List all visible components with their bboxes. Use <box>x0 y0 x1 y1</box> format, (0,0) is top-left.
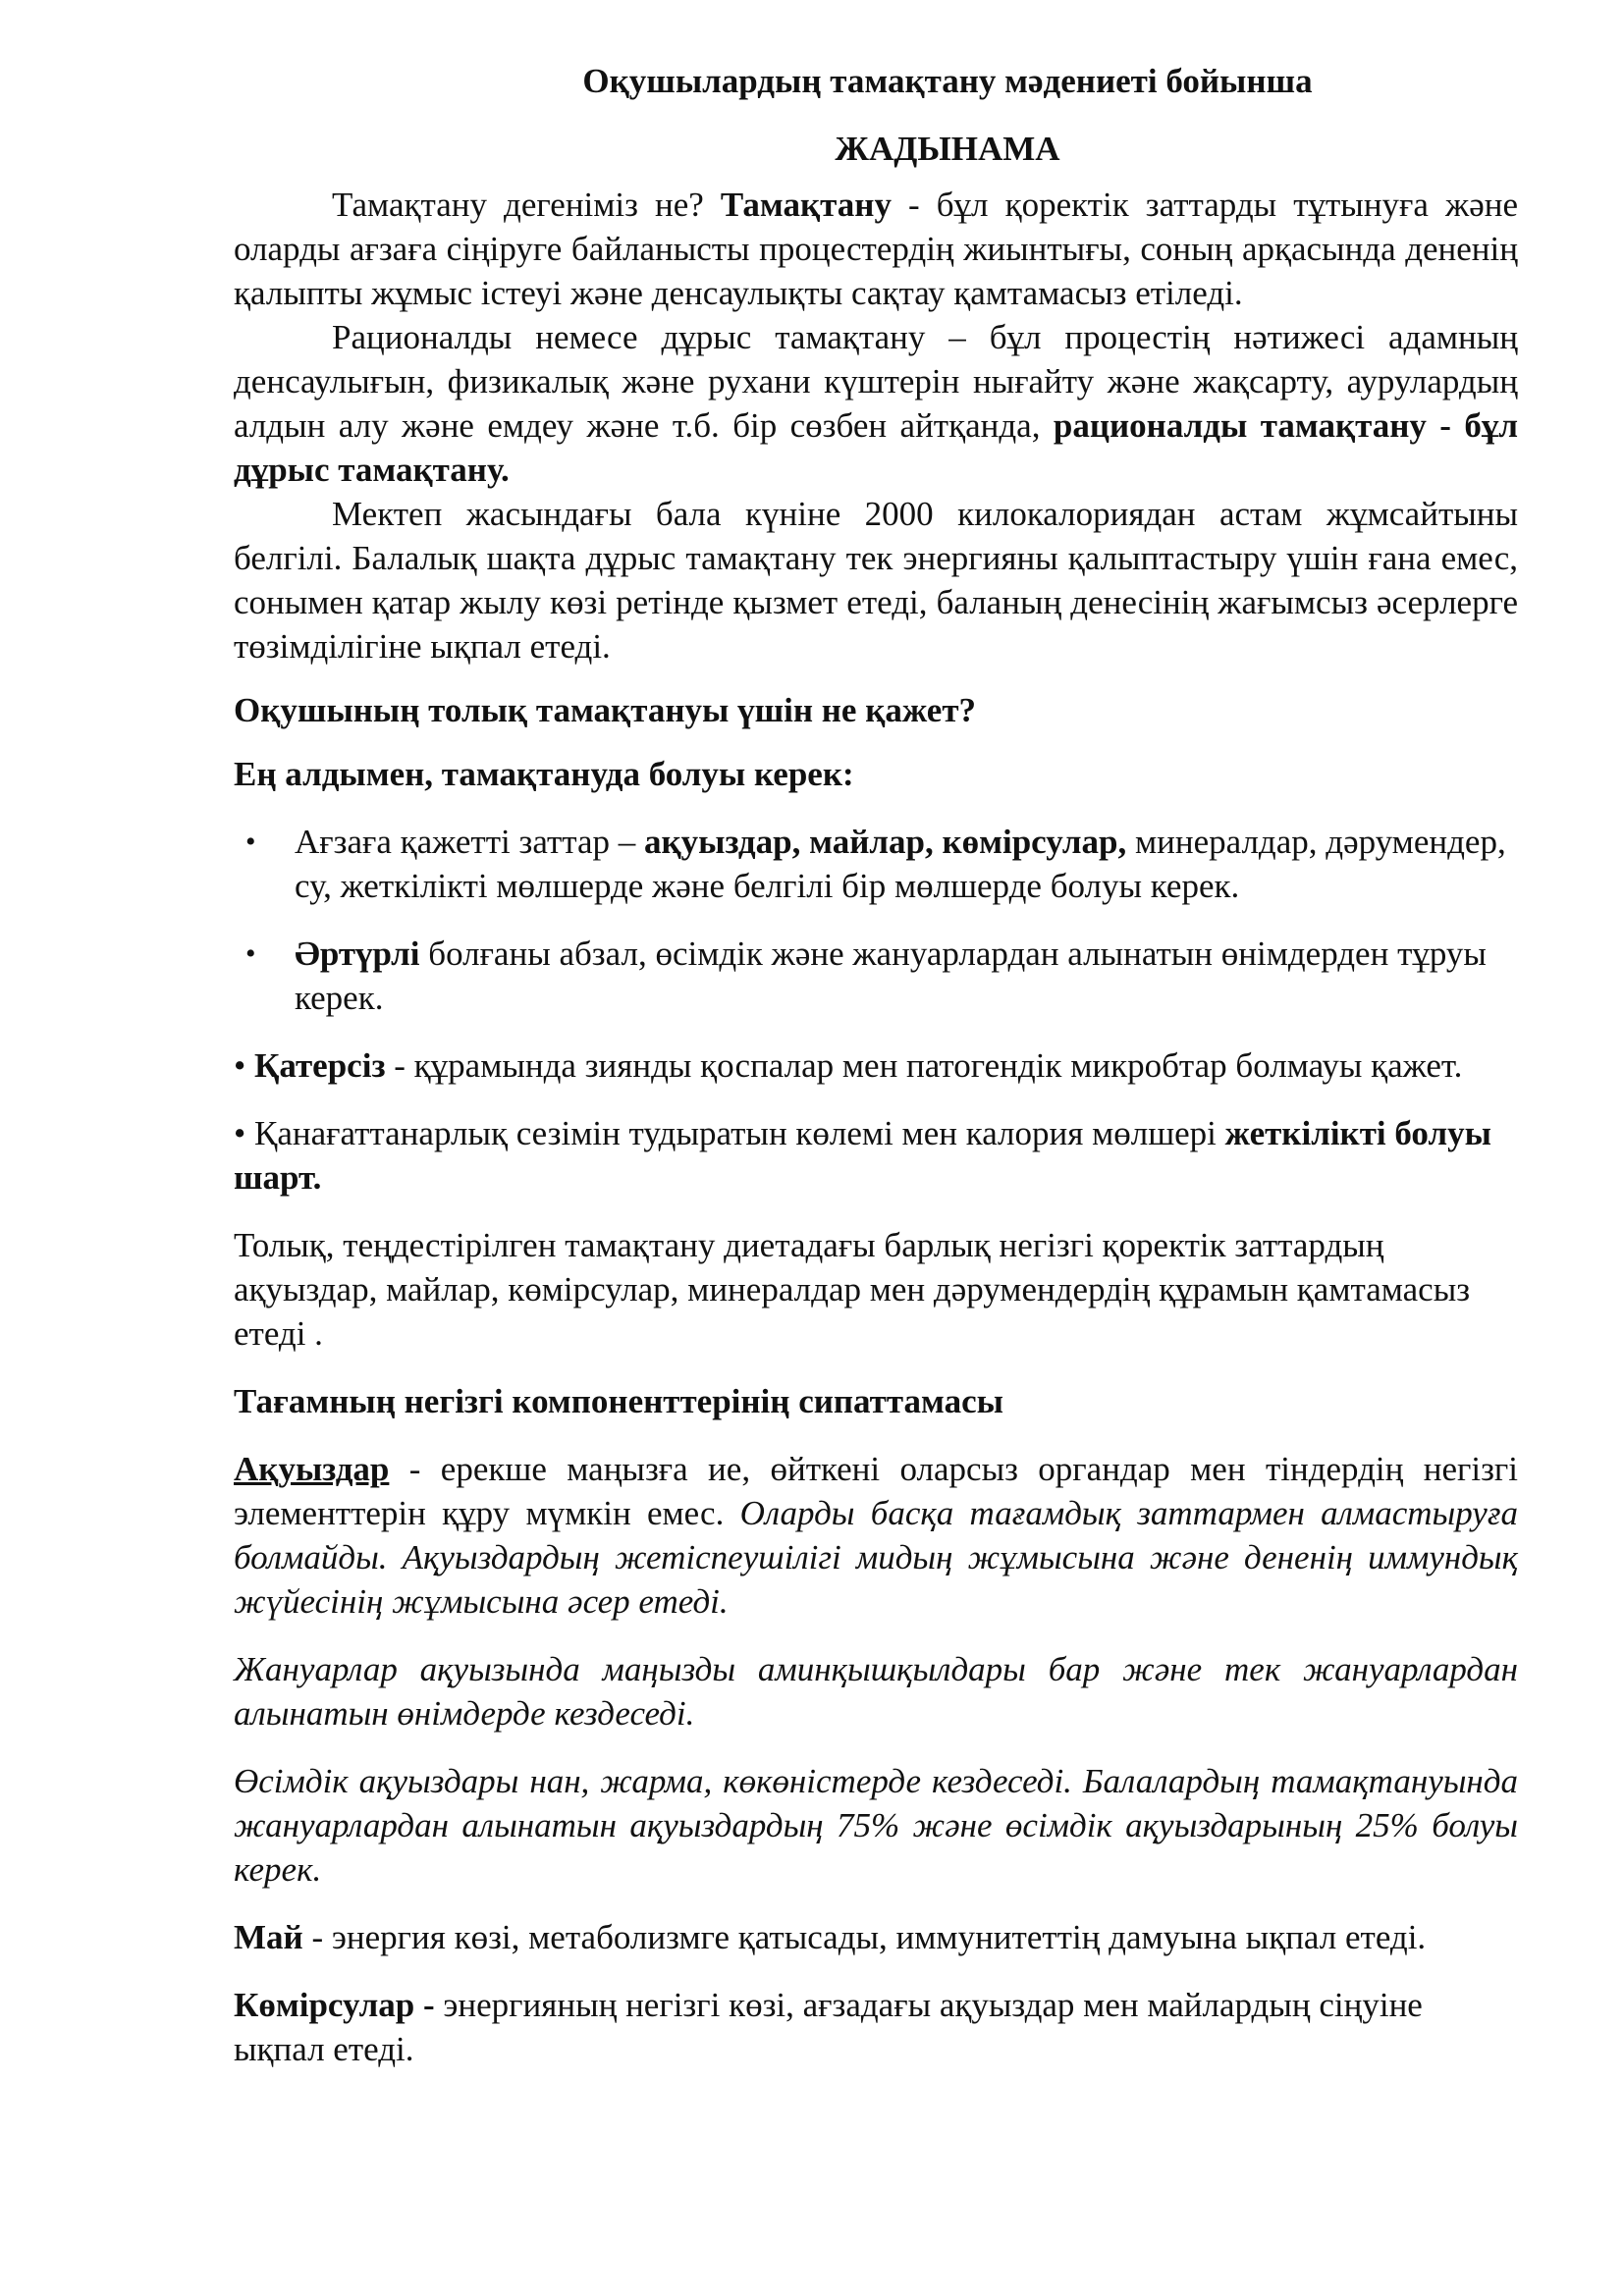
bullet-2-bold: Әртүрлі <box>295 934 420 973</box>
satisfaction-paragraph <box>234 1111 1518 1200</box>
carbs-term: Көмірсулар - <box>234 1986 435 2024</box>
proteins-paragraph <box>234 1447 1518 1624</box>
satisfaction-text: • Қанағаттанарлық сезімін тудыратын көлемі мен калория мөлшері <box>234 1114 1225 1152</box>
bullet-icon: • <box>245 937 256 970</box>
intro-paragraph-2 <box>234 315 1518 492</box>
intro-p1-definition: - бұл қоректік заттарды тұтынуға және оларды ағзаға сіңіруге байланысты процестердің жиынтығы, соның арқасында дененің қалыпты жұмыс істеуі және денсаулықты сақтау қамтамасыз етіледі. <box>234 186 1518 312</box>
intro-p2-text: Рационалды немесе дұрыс тамақтану – бұл процестің нәтижесі адамның денсаулығын, физикалық және рухани күштерін нығайту және жақсарту, аурулардың алдын алу және емдеу және т.б. бір сөзбен айтқанда, <box>234 318 1518 445</box>
bullet-1-text-a: Ағзаға қажетті заттар – <box>295 823 644 861</box>
proteins-italic: Оларды басқа тағамдық заттармен алмастыруға болмайды. Ақуыздардың жетіспеушілігі мидың жұмысына және дененің иммундық жүйесінің жұмысына әсер етеді. <box>234 1494 1518 1621</box>
list-item <box>234 820 1518 908</box>
bullet-icon: • <box>245 826 256 858</box>
carbs-paragraph <box>234 1983 1518 2071</box>
first-requirement-heading: Ең алдымен, тамақтануда болуы керек: <box>234 755 854 793</box>
requirements-list <box>234 820 1518 1020</box>
intro-p2-bold: рационалды тамақтану - бұл дұрыс тамақтану. <box>234 406 1519 489</box>
fat-text: - энергия көзі, метаболизмге қатысады, иммунитеттің дамуына ықпал етеді. <box>302 1918 1427 1956</box>
animal-protein-paragraph: Жануарлар ақуызында маңызды аминқышқылдары бар және тек жануарлардан алынатын өнімдерде кездеседі. <box>234 1650 1518 1733</box>
carbs-text: энергияның негізгі көзі, ағзадағы ақуыздар мен майлардың сіңуіне ықпал етеді. <box>234 1986 1423 2068</box>
safety-bullet: • <box>234 1046 255 1085</box>
balanced-diet-paragraph: Толық, теңдестірілген тамақтану диетадағы барлық негізгі қоректік заттардың ақуыздар, майлар, көмірсулар, минералдар мен дәрумендердің құрамын қамтамасыз етеді . <box>234 1226 1471 1353</box>
intro-paragraph-3: Мектеп жасындағы бала күніне 2000 килокалориядан астам жұмсайтыны белгілі. Балалық шақта дұрыс тамақтану тек энергияны қалыптастыру үшін ғана емес, сонымен қатар жылу көзі ретінде қызмет етеді, баланың денесінің жағымсыз әсерлерге төзімділігіне ықпал етеді. <box>234 495 1518 666</box>
intro-p1-question: Тамақтану дегеніміз не? <box>332 186 721 224</box>
satisfaction-bold: жеткілікті болуы шарт. <box>234 1114 1491 1197</box>
fat-paragraph <box>234 1915 1518 1959</box>
bullet-2-text: болғаны абзал, өсімдік және жануарлардан алынатын өнімдерден тұруы керек. <box>295 934 1487 1017</box>
intro-paragraph-1 <box>234 183 1518 315</box>
question-heading: Оқушының толық тамақтануы үшін не қажет? <box>234 691 977 729</box>
safety-term: Қатерсіз <box>254 1046 386 1085</box>
document-subtitle: ЖАДЫНАМА <box>835 130 1060 168</box>
bullet-1-bold: ақуыздар, майлар, көмірсулар, <box>644 823 1127 861</box>
plant-protein-paragraph: Өсімдік ақуыздары нан, жарма, көкөністерде кездеседі. Балалардың тамақтануында жануарлардан алынатын ақуыздардың 75% және өсімдік ақуыздарының 25% болуы керек. <box>234 1762 1518 1889</box>
document-page <box>234 59 1518 2071</box>
fat-term: Май <box>234 1918 303 1956</box>
proteins-term: Ақуыздар <box>234 1450 390 1488</box>
components-heading: Тағамның негізгі компоненттерінің сипаттамасы <box>234 1382 1003 1420</box>
intro-p1-term: Тамақтану <box>720 186 892 224</box>
bullet-1-text-c: минералдар, дәрумендер, су, жеткілікті мөлшерде және белгілі бір мөлшерде болуы керек. <box>295 823 1506 905</box>
safety-text: - құрамында зиянды қоспалар мен патогендік микробтар болмауы қажет. <box>385 1046 1463 1085</box>
safety-paragraph <box>234 1043 1518 1088</box>
document-title: Оқушылардың тамақтану мәдениеті бойынша <box>582 62 1313 100</box>
list-item <box>234 932 1518 1020</box>
proteins-text: - ерекше маңызға ие, өйткені оларсыз органдар мен тіндердің негізгі элементтерін құру мүмкін емес. <box>234 1450 1518 1532</box>
